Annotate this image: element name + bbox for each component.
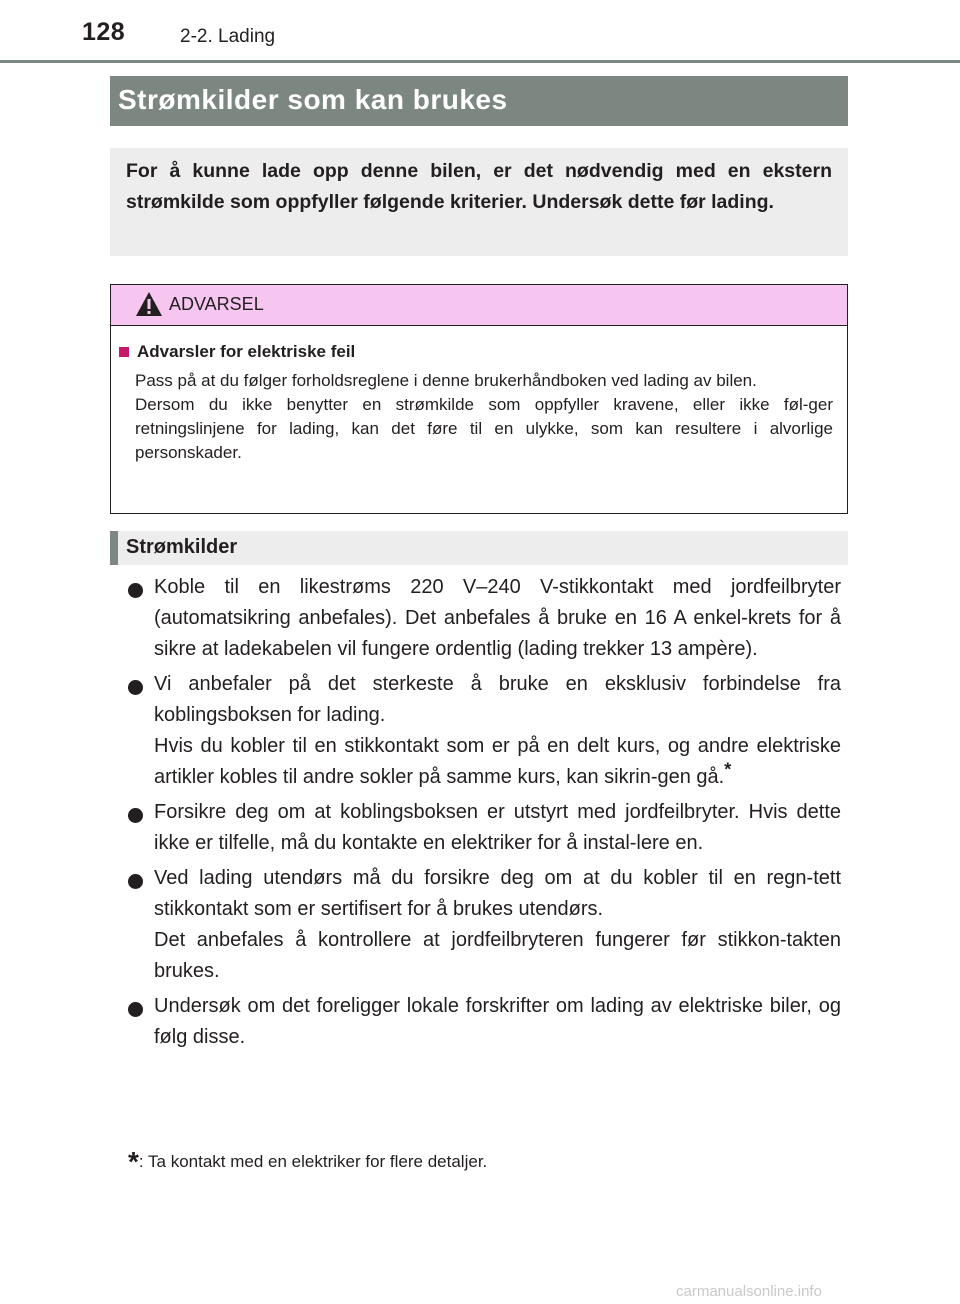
list-item-body bbox=[154, 991, 841, 1053]
list-item-text-span: Hvis du kobler til en stikkontakt som er på en delt kurs, og andre elektriske artikler kobles til andre sokler på samme kurs, kan sikrin-gen gå. bbox=[154, 735, 841, 788]
list-item-body bbox=[154, 669, 841, 793]
sub-title: Strømkilder bbox=[110, 531, 848, 565]
list-item-body bbox=[154, 797, 841, 859]
list-item-body bbox=[154, 863, 841, 987]
header-rule bbox=[0, 60, 960, 63]
footnote-marker: * bbox=[724, 759, 732, 780]
bullet-dot-icon bbox=[128, 874, 143, 889]
bullet-dot-icon bbox=[128, 808, 143, 823]
warning-body bbox=[111, 326, 847, 465]
warning-subheading-text: Advarsler for elektriske feil bbox=[137, 342, 356, 361]
list-item-text: Forsikre deg om at koblingsboksen er utstyrt med jordfeilbryter. Hvis dette ikke er tilfelle, må du kontakte en elektriker for å instal-lere en. bbox=[154, 801, 841, 854]
list-item bbox=[128, 572, 841, 665]
section-path: 2-2. Lading bbox=[180, 26, 276, 47]
square-bullet-icon bbox=[119, 347, 129, 357]
warning-triangle-icon bbox=[135, 291, 163, 317]
warning-subheading bbox=[119, 342, 833, 362]
warning-label: ADVARSEL bbox=[169, 294, 264, 314]
list-item-text: Det anbefales å kontrollere at jordfeilbryteren fungerer før stikkon-takten brukes. bbox=[154, 929, 841, 982]
list-item bbox=[128, 863, 841, 987]
list-item-body bbox=[154, 572, 841, 665]
warning-paragraph: Pass på at du følger forholdsreglene i denne brukerhåndboken ved lading av bilen. bbox=[135, 371, 757, 390]
bullet-dot-icon bbox=[128, 680, 143, 695]
list-item-text: Vi anbefaler på det sterkeste å bruke en eksklusiv forbindelse fra koblingsboksen for lading. bbox=[154, 673, 841, 726]
bullet-dot-icon bbox=[128, 583, 143, 598]
list-item bbox=[128, 669, 841, 793]
footnote-text: : Ta kontakt med en elektriker for flere detaljer. bbox=[138, 1152, 488, 1171]
list-item-text bbox=[154, 731, 841, 793]
warning-header bbox=[111, 285, 847, 326]
warning-paragraph: Dersom du ikke benytter en strømkilde som oppfyller kravene, eller ikke føl-ger retningslinjene for lading, kan det føre til en ulykke, som kan resultere i alvorlige personskader. bbox=[135, 395, 833, 462]
intro-text: For å kunne lade opp denne bilen, er det nødvendig med en ekstern strømkilde som oppfyller følgende kriterier. Undersøk dette før lading. bbox=[110, 148, 848, 256]
list-item-text: Koble til en likestrøms 220 V–240 V-stikkontakt med jordfeilbryter (automatsikring anbefales). Det anbefales å bruke en 16 A enkel-krets for å sikre at ladekabelen vil fungere ordentlig (lading trekker 13 ampère). bbox=[154, 576, 841, 660]
footnote bbox=[128, 1146, 487, 1178]
list-item-text: Undersøk om det foreligger lokale forskrifter om lading av elektriske biler, og følg disse. bbox=[154, 995, 841, 1048]
bullet-dot-icon bbox=[128, 1002, 143, 1017]
warning-text bbox=[135, 369, 833, 465]
main-title: Strømkilder som kan brukes bbox=[110, 76, 848, 126]
bullet-list bbox=[128, 572, 841, 1057]
list-item bbox=[128, 991, 841, 1053]
warning-box bbox=[110, 284, 848, 514]
page-number: 128 bbox=[82, 18, 126, 46]
watermark: carmanualsonline.info bbox=[676, 1283, 822, 1300]
list-item-text: Ved lading utendørs må du forsikre deg om at du kobler til en regn-tett stikkontakt som er sertifisert for å brukes utendørs. bbox=[154, 867, 841, 920]
footnote-mark: * bbox=[128, 1146, 139, 1177]
list-item bbox=[128, 797, 841, 859]
